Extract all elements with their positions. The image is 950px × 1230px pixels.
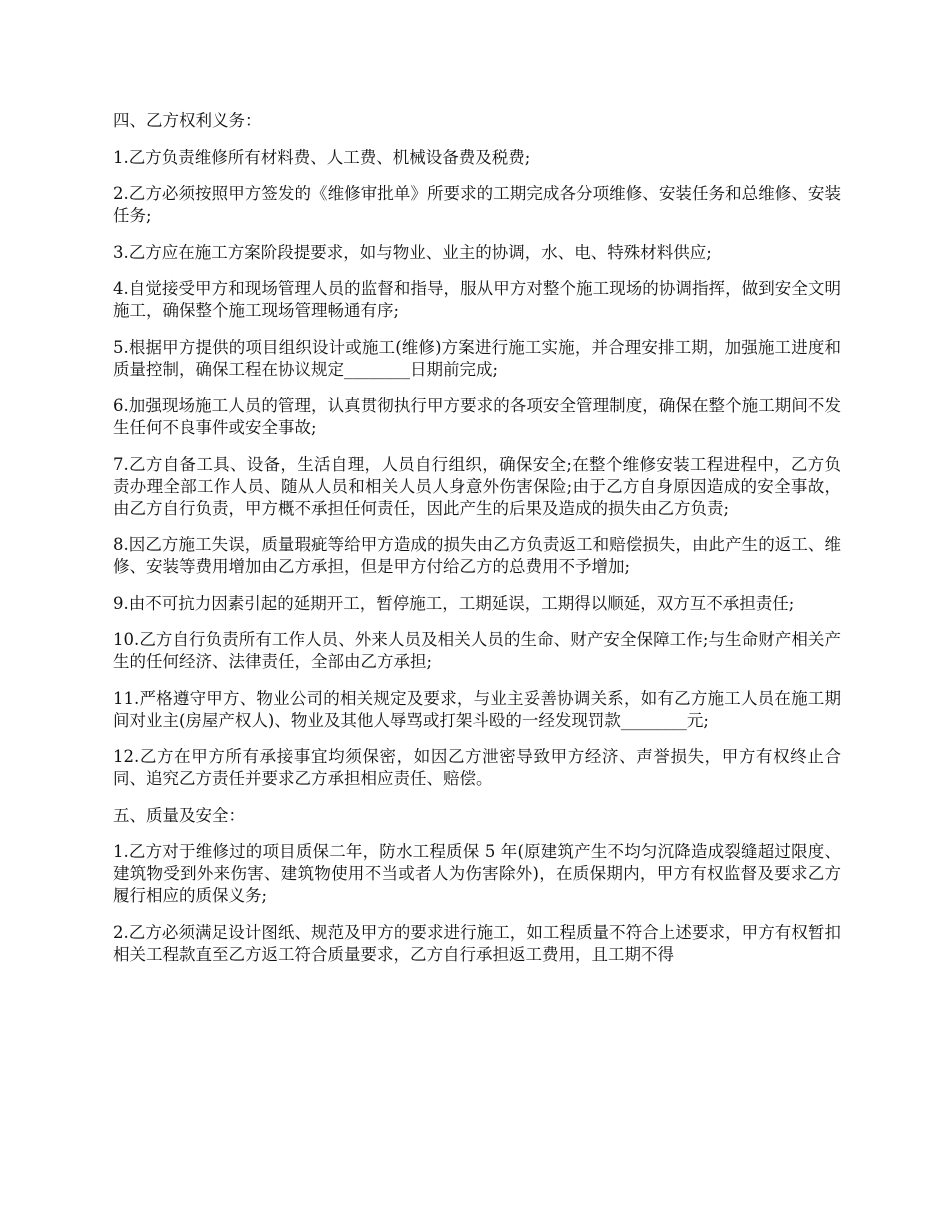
clause-b-11: 11.严格遵守甲方、物业公司的相关规定及要求，与业主妥善协调关系，如有乙方施工人员在施工期间对业主(房屋产权人)、物业及其他人辱骂或打架斗殴的一经发现罚款________元; [113,688,841,730]
clause-b-7: 7.乙方自备工具、设备，生活自理，人员自行组织，确保安全;在整个维修安装工程进程中，乙方负责办理全部工作人员、随从人员和相关人员人身意外伤害保险;由于乙方自身原因造成的安全事故，由乙方自行负责，甲方概不承担任何责任，因此产生的后果及造成的损失由乙方负责; [113,454,841,518]
clause-q-2: 2.乙方必须满足设计图纸、规范及甲方的要求进行施工，如工程质量不符合上述要求，甲方有权暂扣相关工程款直至乙方返工符合质量要求，乙方自行承担返工费用，且工期不得 [113,922,841,964]
section-heading-quality-safety: 五、质量及安全： [113,805,245,825]
clause-b-6: 6.加强现场施工人员的管理，认真贯彻执行甲方要求的各项安全管理制度，确保在整个施工期间不发生任何不良事件或安全事故; [113,396,841,437]
document-page [113,110,841,980]
clause-q-1: 1.乙方对于维修过的项目质保二年，防水工程质保 5 年(原建筑产生不均匀沉降造成裂缝超过限度、建筑物受到外来伤害、建筑物使用不当或者人为伤害除外)，在质保期内，甲方有权监督及要求乙方履行相应的质保义务; [113,842,841,905]
clause-b-4: 4.自觉接受甲方和现场管理人员的监督和指导，服从甲方对整个施工现场的协调指挥，做到安全文明施工，确保整个施工现场管理畅通有序; [113,279,841,320]
clause-b-12: 12.乙方在甲方所有承接事宜均须保密，如因乙方泄密导致甲方经济、声誉损失，甲方有权终止合同、追究乙方责任并要求乙方承担相应责任、赔偿。 [113,747,841,788]
clause-b-1: 1.乙方负责维修所有材料费、人工费、机械设备费及税费; [113,147,531,167]
clause-b-5: 5.根据甲方提供的项目组织设计或施工(维修)方案进行施工实施，并合理安排工期，加强施工进度和质量控制，确保工程在协议规定________日期前完成; [113,337,841,379]
clause-b-2: 2.乙方必须按照甲方签发的《维修审批单》所要求的工期完成各分项维修、安装任务和总维修、安装任务; [113,184,841,225]
clause-b-9: 9.由不可抗力因素引起的延期开工，暂停施工，工期延误，工期得以顺延，双方互不承担责任; [113,593,795,613]
clause-b-10: 10.乙方自行负责所有工作人员、外来人员及相关人员的生命、财产安全保障工作;与生命财产相关产生的任何经济、法律责任，全部由乙方承担; [113,630,841,671]
section-heading-party-b-rights: 四、乙方权利义务： [113,111,262,130]
clause-b-3: 3.乙方应在施工方案阶段提要求，如与物业、业主的协调，水、电、特殊材料供应; [113,242,712,262]
clause-b-8: 8.因乙方施工失误，质量瑕疵等给甲方造成的损失由乙方负责返工和赔偿损失，由此产生的返工、维修、安装等费用增加由乙方承担，但是甲方付给乙方的总费用不予增加; [113,535,841,576]
